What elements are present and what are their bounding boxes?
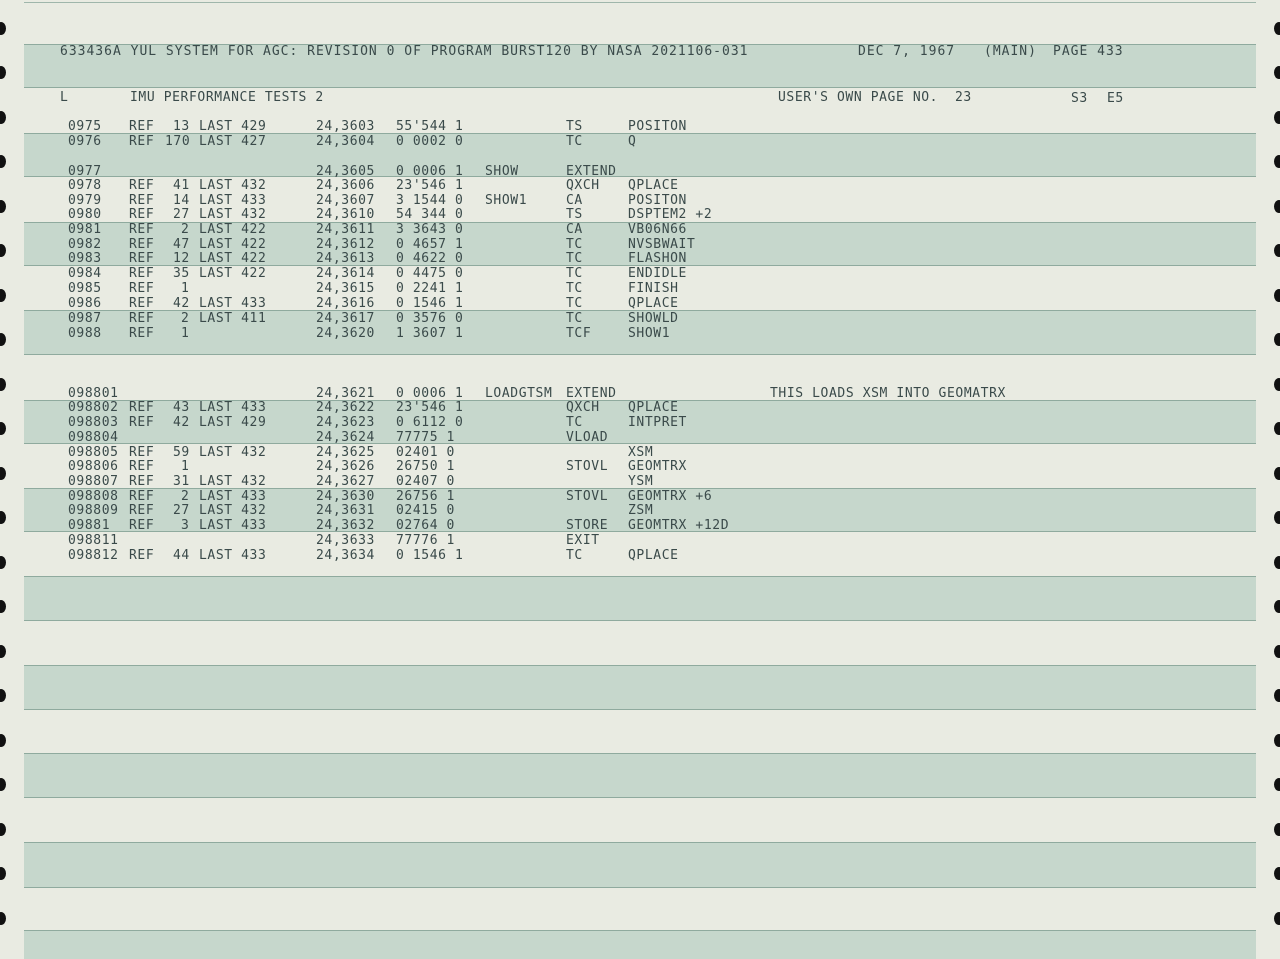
row-word: 0 4622 0 [396,251,464,266]
feed-hole [0,378,6,391]
row-seq: 098811 [68,533,119,548]
row-seq: 0982 [68,237,102,252]
greenbar-stripe [24,665,1256,710]
tractor-holes-right [1264,0,1280,959]
row-opcode: STOVL [566,489,609,504]
row-operand: QPLACE [628,548,679,563]
feed-hole [1274,467,1280,480]
row-last: LAST 433 [199,489,267,504]
feed-hole [0,511,6,524]
row-opcode: EXTEND [566,386,617,401]
feed-hole [1274,645,1280,658]
row-word: 02764 0 [396,518,455,533]
row-ref: REF [129,400,155,415]
feed-hole [0,867,6,880]
row-opcode: TC [566,251,583,266]
row-opcode: EXTEND [566,164,617,179]
feed-hole [0,689,6,702]
row-seq: 098805 [68,445,119,460]
row-ref: REF [129,503,155,518]
feed-hole [0,912,6,925]
row-address: 24,3611 [316,222,375,237]
row-last: LAST 433 [199,548,267,563]
row-ref-number: 43 [173,400,190,415]
feed-hole [1274,422,1280,435]
banner-page: PAGE 433 [1053,44,1124,59]
row-last: LAST 432 [199,474,267,489]
feed-hole [0,111,6,124]
feed-hole [0,734,6,747]
row-seq: 0975 [68,119,102,134]
row-ref-number: 170 [165,134,191,149]
feed-hole [1274,22,1280,35]
row-seq: 0988 [68,326,102,341]
users-own-page: USER'S OWN PAGE NO. 23 [778,90,972,105]
row-address: 24,3634 [316,548,375,563]
row-address: 24,3632 [316,518,375,533]
row-address: 24,3614 [316,266,375,281]
row-last: LAST 422 [199,237,267,252]
row-opcode: VLOAD [566,430,609,445]
row-ref-number: 27 [173,207,190,222]
row-ref-number: 13 [173,119,190,134]
row-opcode: TC [566,134,583,149]
row-opcode: TC [566,266,583,281]
row-ref: REF [129,119,155,134]
row-seq: 098802 [68,400,119,415]
row-ref-number: 2 [181,489,190,504]
row-ref-number: 1 [181,281,190,296]
row-seq: 0976 [68,134,102,149]
row-address: 24,3631 [316,503,375,518]
row-operand: FINISH [628,281,679,296]
row-address: 24,3627 [316,474,375,489]
row-opcode: TC [566,311,583,326]
feed-hole [1274,689,1280,702]
feed-hole [0,823,6,836]
row-address: 24,3606 [316,178,375,193]
row-ref: REF [129,193,155,208]
row-seq: 098806 [68,459,119,474]
row-address: 24,3620 [316,326,375,341]
row-operand: Q [628,134,637,149]
feed-hole [1274,66,1280,79]
row-address: 24,3621 [316,386,375,401]
row-opcode: TC [566,281,583,296]
feed-hole [1274,378,1280,391]
row-ref-number: 31 [173,474,190,489]
row-seq: 098804 [68,430,119,445]
row-last: LAST 411 [199,311,267,326]
row-comment: THIS LOADS XSM INTO GEOMATRX [770,386,1006,401]
row-label: SHOW [485,164,519,179]
row-address: 24,3623 [316,415,375,430]
row-ref-number: 59 [173,445,190,460]
feed-hole [0,422,6,435]
row-ref-number: 42 [173,415,190,430]
row-ref-number: 44 [173,548,190,563]
row-address: 24,3603 [316,119,375,134]
row-word: 23'546 1 [396,400,464,415]
row-ref: REF [129,445,155,460]
row-ref-number: 47 [173,237,190,252]
row-opcode: CA [566,222,583,237]
row-ref: REF [129,518,155,533]
section-title: IMU PERFORMANCE TESTS 2 [130,90,324,105]
row-ref-number: 1 [181,459,190,474]
row-operand: QPLACE [628,400,679,415]
row-ref: REF [129,326,155,341]
feed-hole [1274,823,1280,836]
row-address: 24,3626 [316,459,375,474]
greenbar-stripe [24,842,1256,888]
row-operand: QPLACE [628,178,679,193]
feed-hole [0,333,6,346]
row-word: 23'546 1 [396,178,464,193]
row-ref: REF [129,281,155,296]
row-operand: ENDIDLE [628,266,687,281]
row-operand: SHOW1 [628,326,671,341]
row-last: LAST 432 [199,445,267,460]
feed-hole [0,22,6,35]
row-ref: REF [129,474,155,489]
row-operand: INTPRET [628,415,687,430]
feed-hole [0,645,6,658]
row-operand: QPLACE [628,296,679,311]
row-word: 55'544 1 [396,119,464,134]
row-seq: 0985 [68,281,102,296]
row-opcode: QXCH [566,178,600,193]
row-last: LAST 432 [199,207,267,222]
row-seq: 098812 [68,548,119,563]
row-word: 0 0006 1 [396,386,464,401]
row-opcode: TC [566,296,583,311]
row-address: 24,3612 [316,237,375,252]
feed-hole [1274,734,1280,747]
s3-label: S3 [1071,91,1088,106]
row-address: 24,3607 [316,193,375,208]
row-ref: REF [129,266,155,281]
row-address: 24,3633 [316,533,375,548]
row-seq: 098807 [68,474,119,489]
row-ref: REF [129,489,155,504]
row-seq: 0977 [68,164,102,179]
row-operand: GEOMTRX [628,459,687,474]
row-address: 24,3622 [316,400,375,415]
row-word: 02407 0 [396,474,455,489]
row-operand: NVSBWAIT [628,237,696,252]
feed-hole [1274,778,1280,791]
row-word: 0 4657 1 [396,237,464,252]
row-ref: REF [129,415,155,430]
row-seq: 09881 [68,518,111,533]
row-address: 24,3630 [316,489,375,504]
feed-hole [1274,556,1280,569]
feed-hole [0,200,6,213]
row-operand: POSITON [628,193,687,208]
row-word: 0 0002 0 [396,134,464,149]
row-operand: YSM [628,474,654,489]
row-last: LAST 429 [199,119,267,134]
listing-marker: L [60,90,69,105]
row-ref-number: 35 [173,266,190,281]
row-last: LAST 433 [199,193,267,208]
row-ref: REF [129,251,155,266]
row-opcode: TC [566,548,583,563]
row-ref-number: 3 [181,518,190,533]
e5-label: E5 [1107,91,1124,106]
row-word: 0 4475 0 [396,266,464,281]
row-operand: ZSM [628,503,654,518]
row-ref-number: 42 [173,296,190,311]
tractor-holes-left [0,0,16,959]
row-address: 24,3613 [316,251,375,266]
row-seq: 0984 [68,266,102,281]
row-word: 26750 1 [396,459,455,474]
row-operand: POSITON [628,119,687,134]
row-opcode: TC [566,415,583,430]
feed-hole [1274,155,1280,168]
row-last: LAST 427 [199,134,267,149]
feed-hole [1274,111,1280,124]
feed-hole [1274,244,1280,257]
banner-date: DEC 7, 1967 [858,44,956,59]
row-address: 24,3625 [316,445,375,460]
row-ref: REF [129,296,155,311]
feed-hole [0,600,6,613]
row-word: 0 0006 1 [396,164,464,179]
row-word: 77775 1 [396,430,455,445]
row-word: 0 1546 1 [396,548,464,563]
row-ref-number: 14 [173,193,190,208]
row-ref: REF [129,222,155,237]
row-word: 3 1544 0 [396,193,464,208]
feed-hole [0,556,6,569]
feed-hole [1274,200,1280,213]
row-operand: GEOMTRX +12D [628,518,730,533]
row-last: LAST 432 [199,178,267,193]
row-last: LAST 433 [199,518,267,533]
row-last: LAST 422 [199,251,267,266]
row-address: 24,3605 [316,164,375,179]
row-seq: 098808 [68,489,119,504]
row-ref: REF [129,237,155,252]
greenbar-stripe [24,753,1256,798]
feed-hole [0,289,6,302]
row-ref: REF [129,459,155,474]
row-address: 24,3615 [316,281,375,296]
row-operand: XSM [628,445,654,460]
feed-hole [0,778,6,791]
row-opcode: STOVL [566,459,609,474]
row-seq: 098801 [68,386,119,401]
row-last: LAST 422 [199,266,267,281]
row-address: 24,3616 [316,296,375,311]
row-seq: 0978 [68,178,102,193]
row-opcode: TS [566,119,583,134]
row-address: 24,3624 [316,430,375,445]
row-word: 26756 1 [396,489,455,504]
row-opcode: TCF [566,326,592,341]
row-ref-number: 2 [181,222,190,237]
row-seq: 0986 [68,296,102,311]
row-seq: 0980 [68,207,102,222]
row-opcode: TC [566,237,583,252]
row-word: 77776 1 [396,533,455,548]
feed-hole [0,155,6,168]
greenbar-stripe [24,930,1256,959]
row-seq: 098809 [68,503,119,518]
row-word: 02401 0 [396,445,455,460]
feed-hole [1274,600,1280,613]
row-ref-number: 2 [181,311,190,326]
row-ref: REF [129,178,155,193]
row-word: 1 3607 1 [396,326,464,341]
row-opcode: STORE [566,518,609,533]
banner-main: (MAIN) [984,44,1037,59]
row-operand: VB06N66 [628,222,687,237]
row-label: SHOW1 [485,193,528,208]
feed-hole [1274,289,1280,302]
row-seq: 0981 [68,222,102,237]
row-seq: 0987 [68,311,102,326]
feed-hole [0,467,6,480]
feed-hole [1274,912,1280,925]
row-address: 24,3610 [316,207,375,222]
row-address: 24,3617 [316,311,375,326]
feed-hole [0,244,6,257]
row-ref: REF [129,134,155,149]
row-word: 0 3576 0 [396,311,464,326]
row-opcode: TS [566,207,583,222]
row-last: LAST 422 [199,222,267,237]
row-word: 0 1546 1 [396,296,464,311]
row-word: 0 6112 0 [396,415,464,430]
feed-hole [0,66,6,79]
feed-hole [1274,867,1280,880]
greenbar-stripe [24,576,1256,621]
row-ref-number: 27 [173,503,190,518]
feed-hole [1274,511,1280,524]
feed-hole [1274,333,1280,346]
row-word: 54 344 0 [396,207,464,222]
row-opcode: EXIT [566,533,600,548]
row-opcode: QXCH [566,400,600,415]
row-last: LAST 429 [199,415,267,430]
row-ref: REF [129,207,155,222]
row-ref: REF [129,548,155,563]
row-last: LAST 432 [199,503,267,518]
row-operand: SHOWLD [628,311,679,326]
top-rule [24,2,1256,3]
row-word: 0 2241 1 [396,281,464,296]
row-word: 3 3643 0 [396,222,464,237]
row-ref-number: 41 [173,178,190,193]
row-operand: GEOMTRX +6 [628,489,713,504]
row-seq: 098803 [68,415,119,430]
row-operand: DSPTEM2 +2 [628,207,713,222]
row-ref-number: 1 [181,326,190,341]
row-ref: REF [129,311,155,326]
row-seq: 0979 [68,193,102,208]
row-label: LOADGTSM [485,386,553,401]
row-operand: FLASHON [628,251,687,266]
row-ref-number: 12 [173,251,190,266]
row-last: LAST 433 [199,400,267,415]
row-last: LAST 433 [199,296,267,311]
banner-title: 633436A YUL SYSTEM FOR AGC: REVISION 0 OF PROGRAM BURST120 BY NASA 2021106-031 [60,44,749,59]
row-opcode: CA [566,193,583,208]
row-address: 24,3604 [316,134,375,149]
row-word: 02415 0 [396,503,455,518]
row-seq: 0983 [68,251,102,266]
